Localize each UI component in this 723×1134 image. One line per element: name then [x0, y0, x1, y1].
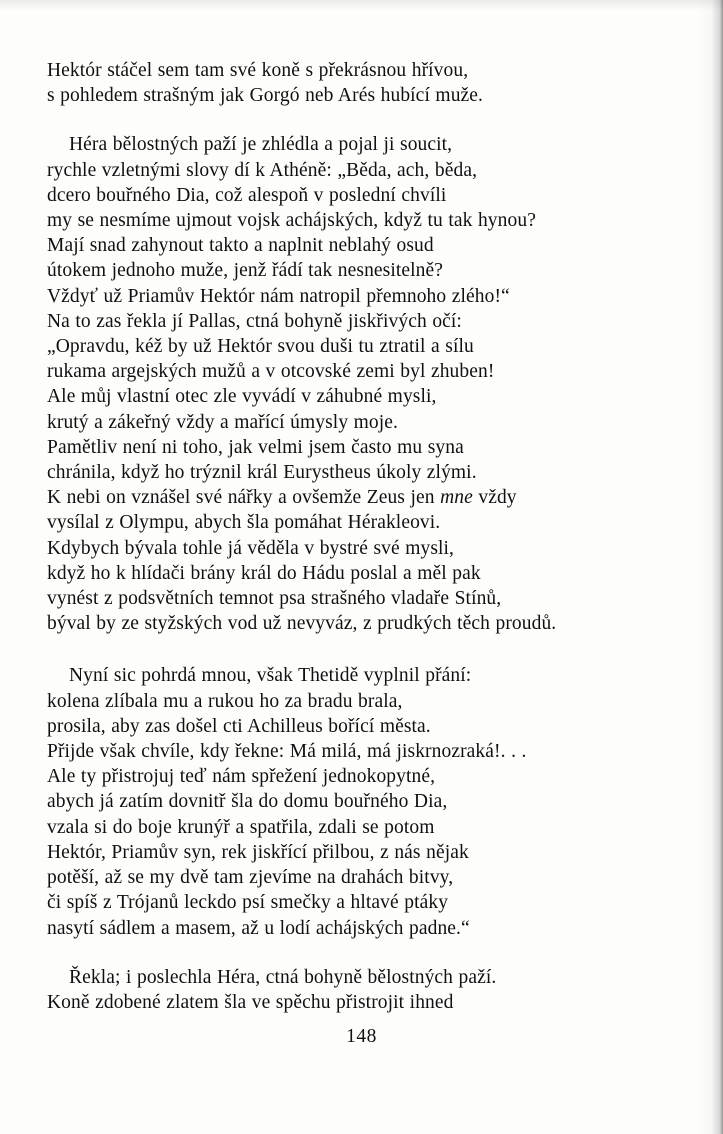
verse-line: Vždyť už Priamův Hektór nám natropil přemnoho zlého!“ [47, 285, 510, 307]
emphasized-word: mne [440, 487, 473, 509]
verse-line: nasytí sádlem a masem, až u lodí achájských padne.“ [47, 917, 470, 939]
verse-line: Řekla; i poslechla Héra, ctná bohyně bělostných paží. [69, 966, 497, 988]
verse-line: Hektór stáčel sem tam své koně s překrásnou hřívou, [47, 60, 469, 81]
stanza [47, 132, 657, 636]
stanza [47, 58, 657, 108]
verse-line: vynést z podsvětních temnot psa strašného vladaře Stínů, [47, 588, 502, 610]
verse-line: Na to zas řekla jí Pallas, ctná bohyně jiskřivých očí: [47, 310, 462, 332]
verse-line: když ho k hlídači brány král do Hádu poslal a měl pak [47, 562, 481, 584]
verse-line: chránila, když ho trýznil král Eurystheus úkoly zlými. [47, 462, 477, 484]
stanza [47, 663, 657, 940]
verse-line: vysílal z Olympu, abych šla pomáhat Hérakleovi. [47, 512, 441, 534]
verse-line: my se nesmíme ujmout vojsk achájských, když tu tak hynou? [47, 210, 536, 232]
verse-line: rukama argejských mužů a v otcovské zemi byl zhuben! [47, 361, 495, 383]
verse-line: Mají snad zahynout takto a naplnit neblahý osud [47, 235, 434, 257]
verse-line: Nyní sic pohrdá mnou, však Thetidě vyplnil přání: [69, 665, 472, 687]
verse-line: Ale můj vlastní otec zle vyvádí v záhubné mysli, [47, 386, 437, 408]
scan-edge-top [0, 0, 723, 10]
verse-line: Koně zdobené zlatem šla ve spěchu přistrojit ihned [47, 991, 454, 1013]
verse-line: K nebi on vznášel své nářky a ovšemže Zeus jen mne vždy [47, 487, 517, 509]
verse-line: potěší, až se my dvě tam zjevíme na drahách bitvy, [47, 867, 454, 889]
verse-line: Héra bělostných paží je zhlédla a pojal ji soucit, [69, 134, 453, 156]
verse-line: Hektór, Priamův syn, rek jiskřící přilbou, z nás nějak [47, 841, 469, 863]
verse-line: abych já zatím dovnitř šla do domu bouřného Dia, [47, 791, 448, 813]
verse-line: Ale ty přistrojuj teď nám spřežení jednokopytné, [47, 766, 436, 788]
verse-line: Kdybych bývala tohle já věděla v bystré své mysli, [47, 537, 455, 559]
verse-line: s pohledem strašným jak Gorgó neb Arés hubící muže. [47, 85, 484, 107]
page-body-text [47, 58, 657, 1015]
verse-line: býval by ze styžských vod už nevyváz, z prudkých těch proudů. [47, 613, 557, 635]
stanza [47, 965, 657, 1015]
verse-line: Přijde však chvíle, kdy řekne: Má milá, má jiskrnozraká!. . . [47, 741, 527, 763]
verse-line: vzala si do boje krunýř a spatřila, zdali se potom [47, 816, 435, 838]
verse-line: „Opravdu, kéž by už Hektór svou duši tu ztratil a sílu [47, 336, 474, 358]
verse-line: dcero bouřného Dia, což alespoň v poslední chvíli [47, 184, 447, 206]
verse-line: prosila, aby zas došel cti Achilleus bořící města. [47, 715, 431, 737]
verse-line: rychle vzletnými slovy dí k Athéně: „Běda, ach, běda, [47, 159, 478, 181]
verse-line: útokem jednoho muže, jenž řádí tak nesnesitelně? [47, 260, 444, 282]
verse-line: kolena zlíbala mu a rukou ho za bradu brala, [47, 690, 403, 712]
verse-line: krutý a zákeřný vždy a mařící úmysly moje. [47, 411, 399, 433]
scan-edge-right-gutter [697, 0, 723, 1134]
verse-line: či spíš z Trójanů leckdo psí smečky a hltavé ptáky [47, 892, 449, 914]
verse-line: Pamětliv není ni toho, jak velmi jsem často mu syna [47, 436, 464, 458]
page-number: 148 [346, 1026, 377, 1047]
